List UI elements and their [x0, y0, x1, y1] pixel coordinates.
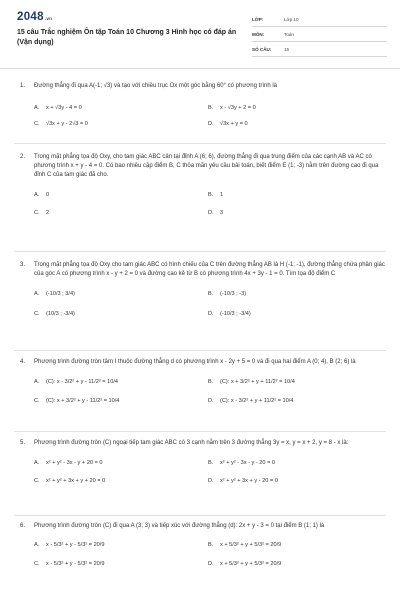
- meta-class-value: Lớp 10: [284, 16, 299, 22]
- question-number: 6.: [20, 523, 26, 529]
- meta-count-row: [252, 42, 387, 57]
- question-number: 4.: [20, 359, 26, 365]
- question-text: Đường thẳng đi qua A(-1; √3) và tạo với chiều trục Ox một góc bằng 60° có phương trình là: [34, 83, 277, 89]
- header-divider: [0, 68, 400, 69]
- option-b[interactable]: B. (C): x + 3/2² + y + 11/2² = 10/4: [208, 379, 295, 385]
- option-d[interactable]: D. 3: [208, 210, 224, 216]
- question-3: [20, 261, 385, 322]
- option-a[interactable]: A. (C): x - 3/2² + y - 11/2² = 10/4: [34, 379, 119, 385]
- question-1: [20, 82, 385, 134]
- question-2: [20, 153, 385, 221]
- option-c[interactable]: C. x² + y² + 3x + y + 20 = 0: [34, 478, 106, 484]
- question-number: 2.: [20, 154, 26, 160]
- site-logo[interactable]: 2048.vn: [17, 11, 53, 23]
- question-text: Phương trình đường tròn (C) ngoại tiếp tam giác ABC có 3 cạnh nằm trên 3 đường thẳng 3y = x, y = x + 2, y = 8 - x là:: [34, 440, 349, 446]
- option-d[interactable]: D. x + 5/3² + y + 5/3² = 20/9: [208, 561, 282, 567]
- question-text: Trong mặt phẳng tọa độ Oxy, cho tam giác ABC cân tại đỉnh A (6; 6), đường thẳng đi qua trung điểm của các cạnh AB và AC có phương trình x + y - 4 = 0. Có bao nhiêu cặp điểm B, C thỏa mãn yêu cầu bài toán, biết điểm E (1; -3) nằm trên đường cao đi qua đỉnh C của tam giác đã cho.: [34, 154, 379, 178]
- document-title: 15 câu Trắc nghiệm Ôn tập Toán 10 Chương 3 Hình học có đáp án (Vận dụng): [17, 29, 237, 46]
- page-header: [0, 0, 400, 66]
- question-number: 1.: [20, 83, 26, 89]
- option-b[interactable]: B. (-10/3 ; -3): [208, 291, 247, 297]
- option-b[interactable]: B. 1: [208, 192, 224, 198]
- option-a[interactable]: A. x² + y² - 3x - y + 20 = 0: [34, 460, 103, 466]
- option-d[interactable]: D. x² + y² + 3x + y - 20 = 0: [208, 478, 278, 484]
- option-a[interactable]: A. x + √3y - 4 = 0: [34, 105, 82, 111]
- option-c[interactable]: C. x - 5/3² + y - 5/3² = 20/9: [34, 561, 105, 567]
- option-c[interactable]: C. (10/3 ; -3/4): [34, 311, 75, 317]
- meta-class-key: LỚP:: [252, 16, 264, 22]
- option-d[interactable]: D. √3x + y = 0: [208, 121, 248, 127]
- option-d[interactable]: D. (-10/3 ; -3/4): [208, 311, 251, 317]
- question-divider: [14, 143, 386, 144]
- meta-subject-value: Toán: [284, 31, 294, 37]
- question-text: Phương trình đường tròn (C) đi qua A (3; 3) và tiếp xúc với đường thẳng (d): 2x + y - 3 = 0 tại điểm B (1; 1) là: [34, 523, 325, 529]
- option-c[interactable]: C. √3x + y - 2√3 = 0: [34, 121, 88, 127]
- question-divider: [14, 515, 386, 516]
- question-6: [20, 522, 385, 571]
- meta-subject-key: MÔN:: [252, 31, 265, 37]
- option-b[interactable]: B. x + 5/3² + y + 5/3² = 20/9: [208, 542, 282, 548]
- question-4: [20, 358, 385, 408]
- option-a[interactable]: A. 0: [34, 192, 50, 198]
- meta-class-row: [252, 12, 387, 27]
- question-text: Phương trình đường tròn tâm I thuộc đường thẳng d có phương trình x - 2y + 5 = 0 và đi qua hai điểm A (0; 4), B (2; 6) là: [34, 359, 356, 365]
- question-divider: [14, 251, 386, 252]
- question-text: Trong mặt phẳng tọa độ Oxy cho tam giác ABC có hình chiếu của C trên đường thẳng AB là H (-1; -1), đường thẳng chứa phân giác của góc A có phương trình x - y + 2 = 0 và đường cao kẻ từ B có phương trình 4x + 3y - 1 = 0. Tìm tọa độ điểm C: [34, 262, 385, 277]
- option-b[interactable]: B. x² + y² - 3x - y - 20 = 0: [208, 460, 276, 466]
- meta-count-value: 15: [284, 46, 290, 52]
- question-divider: [14, 431, 386, 432]
- option-c[interactable]: C. (C): x + 3/2² + y - 11/2² = 10/4: [34, 398, 120, 404]
- meta-count-key: SỐ CÂU:: [252, 46, 272, 52]
- option-c[interactable]: C. 2: [34, 210, 50, 216]
- question-divider: [14, 350, 386, 351]
- meta-subject-row: [252, 27, 387, 42]
- question-number: 5.: [20, 440, 26, 446]
- option-a[interactable]: A. (-10/3 ; 3/4): [34, 291, 75, 297]
- option-d[interactable]: D. (C): x - 3/2² + y + 11/2² = 10/4: [208, 398, 294, 404]
- meta-panel: [252, 12, 387, 57]
- option-b[interactable]: B. x - √3y + 2 = 0: [208, 105, 256, 111]
- option-a[interactable]: A. x - 5/3² + y - 5/3² = 20/9: [34, 542, 105, 548]
- question-number: 3.: [20, 262, 26, 268]
- question-5: [20, 439, 385, 489]
